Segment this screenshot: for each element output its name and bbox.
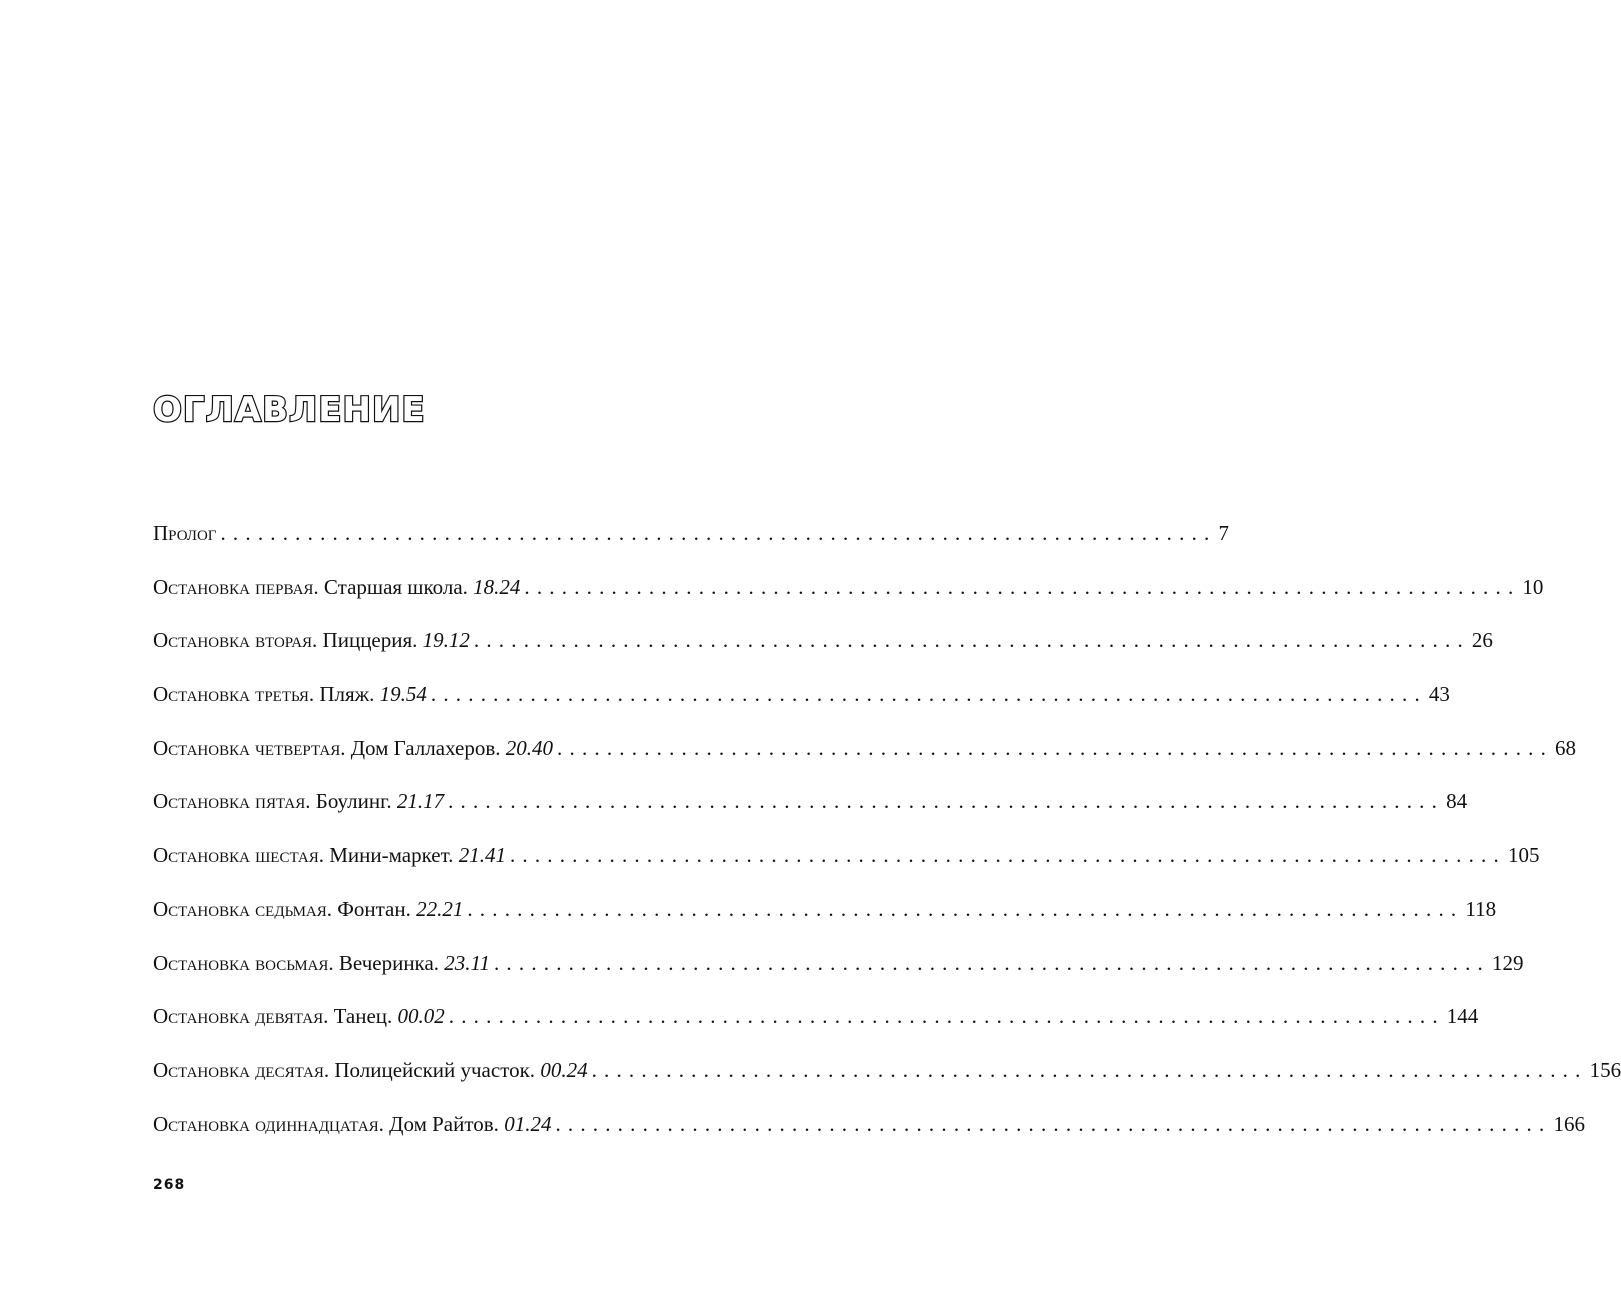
toc-entry-page: 144: [1446, 1004, 1479, 1029]
toc-entry[interactable]: [153, 679, 1450, 733]
dot-leader: ................................................................................: [555, 1111, 1552, 1136]
toc-entry[interactable]: [153, 1001, 1479, 1055]
dot-leader: ................................................................................: [509, 843, 1506, 868]
page-title: ОГЛАВЛЕНИЕ: [153, 390, 426, 430]
toc-entry-place: Дом Галлахеров.: [350, 735, 501, 760]
toc-entry-place: Боулинг.: [315, 789, 392, 814]
toc-entry-title: [153, 840, 506, 870]
dot-leader: ................................................................................: [467, 896, 1464, 921]
toc-entry-label: Остановка девятая.: [153, 1004, 329, 1029]
toc-entry-time: 19.54: [379, 682, 427, 707]
toc-entry-label: Остановка шестая.: [153, 843, 324, 868]
toc-entry-title: [153, 518, 216, 548]
dot-leader: ................................................................................: [448, 1004, 1445, 1029]
dot-leader: ................................................................................: [524, 574, 1521, 599]
toc-entry-title: [153, 1055, 588, 1085]
toc-entry-label: Остановка четвертая.: [153, 735, 346, 760]
toc-entry[interactable]: [153, 840, 1540, 894]
dot-leader: ................................................................................: [448, 789, 1445, 814]
toc-entry-place: Мини-маркет.: [329, 843, 454, 868]
dot-leader: ................................................................................: [473, 628, 1470, 653]
toc-entry-title: [153, 572, 520, 602]
toc-entry-page: 156: [1589, 1057, 1621, 1082]
toc-entry[interactable]: [153, 786, 1468, 840]
toc-entry-place: Танец.: [333, 1004, 393, 1029]
toc-entry-title: [153, 1001, 445, 1031]
toc-entry-title: [153, 679, 427, 709]
dot-leader: ................................................................................: [591, 1057, 1588, 1082]
toc-entry-time: 18.24: [473, 574, 521, 599]
toc-entry-time: 00.24: [540, 1057, 588, 1082]
toc-entry-page: 7: [1218, 521, 1229, 545]
toc-entry-page: 10: [1522, 574, 1544, 599]
toc-entry-place: Полицейский участок.: [334, 1057, 536, 1082]
toc-entry[interactable]: [153, 894, 1497, 948]
toc-entry-label: Остановка вторая.: [153, 628, 318, 653]
toc-entry[interactable]: [153, 518, 1229, 572]
toc-entry-time: 21.17: [396, 789, 445, 814]
toc-entry-title: [153, 733, 553, 763]
dot-leader: ................................................................................: [430, 682, 1427, 707]
toc-entry-time: 20.40: [505, 735, 554, 760]
toc-entry-label: Пролог: [153, 521, 217, 545]
toc-entry-place: Пляж.: [319, 682, 375, 707]
toc-entry-time: 23.11: [444, 950, 490, 975]
toc-entry-page: 84: [1446, 789, 1468, 814]
toc-entry-time: 22.21: [416, 896, 464, 921]
dot-leader: ................................................................................: [493, 950, 1490, 975]
toc-entry[interactable]: [153, 625, 1493, 679]
toc-entry-label: Остановка первая.: [153, 574, 319, 599]
toc-entry-place: Пиццерия.: [322, 628, 418, 653]
toc-entry[interactable]: [153, 1055, 1621, 1109]
toc-entry-place: Дом Райтов.: [389, 1111, 499, 1136]
toc-entry-page: 129: [1491, 950, 1524, 975]
toc-entry-time: 00.02: [397, 1004, 445, 1029]
toc-entry[interactable]: [153, 948, 1524, 1002]
toc-entry-page: 68: [1555, 735, 1577, 760]
toc-entry[interactable]: [153, 733, 1577, 787]
toc-entry-page: 118: [1465, 896, 1497, 921]
table-of-contents: [153, 518, 1621, 1162]
toc-entry-place: Вечеринка.: [338, 950, 440, 975]
toc-entry-page: 26: [1471, 628, 1493, 653]
toc-entry-title: [153, 1109, 551, 1139]
toc-entry-place: Старшая школа.: [323, 574, 468, 599]
toc-entry-label: Остановка третья.: [153, 682, 315, 707]
toc-entry-page: 166: [1553, 1111, 1585, 1136]
toc-entry-label: Остановка седьмая.: [153, 896, 333, 921]
toc-entry-title: [153, 786, 444, 816]
toc-entry-time: 19.12: [422, 628, 470, 653]
toc-entry-page: 105: [1507, 843, 1540, 868]
toc-entry-label: Остановка пятая.: [153, 789, 311, 814]
dot-leader: ................................................................................: [557, 735, 1554, 760]
page-number: 268: [153, 1177, 186, 1193]
toc-entry-time: 01.24: [504, 1111, 552, 1136]
toc-entry-time: 21.41: [458, 843, 506, 868]
toc-entry[interactable]: [153, 572, 1544, 626]
toc-entry-title: [153, 625, 470, 655]
toc-entry-label: Остановка восьмая.: [153, 950, 334, 975]
toc-entry-place: Фонтан.: [337, 896, 411, 921]
toc-entry-title: [153, 948, 490, 978]
toc-entry-page: 43: [1428, 682, 1450, 707]
dot-leader: ................................................................................: [220, 521, 1217, 545]
toc-entry-label: Остановка десятая.: [153, 1057, 330, 1082]
toc-entry-label: Остановка одиннадцатая.: [153, 1111, 384, 1136]
toc-entry[interactable]: [153, 1109, 1585, 1163]
toc-entry-title: [153, 894, 463, 924]
